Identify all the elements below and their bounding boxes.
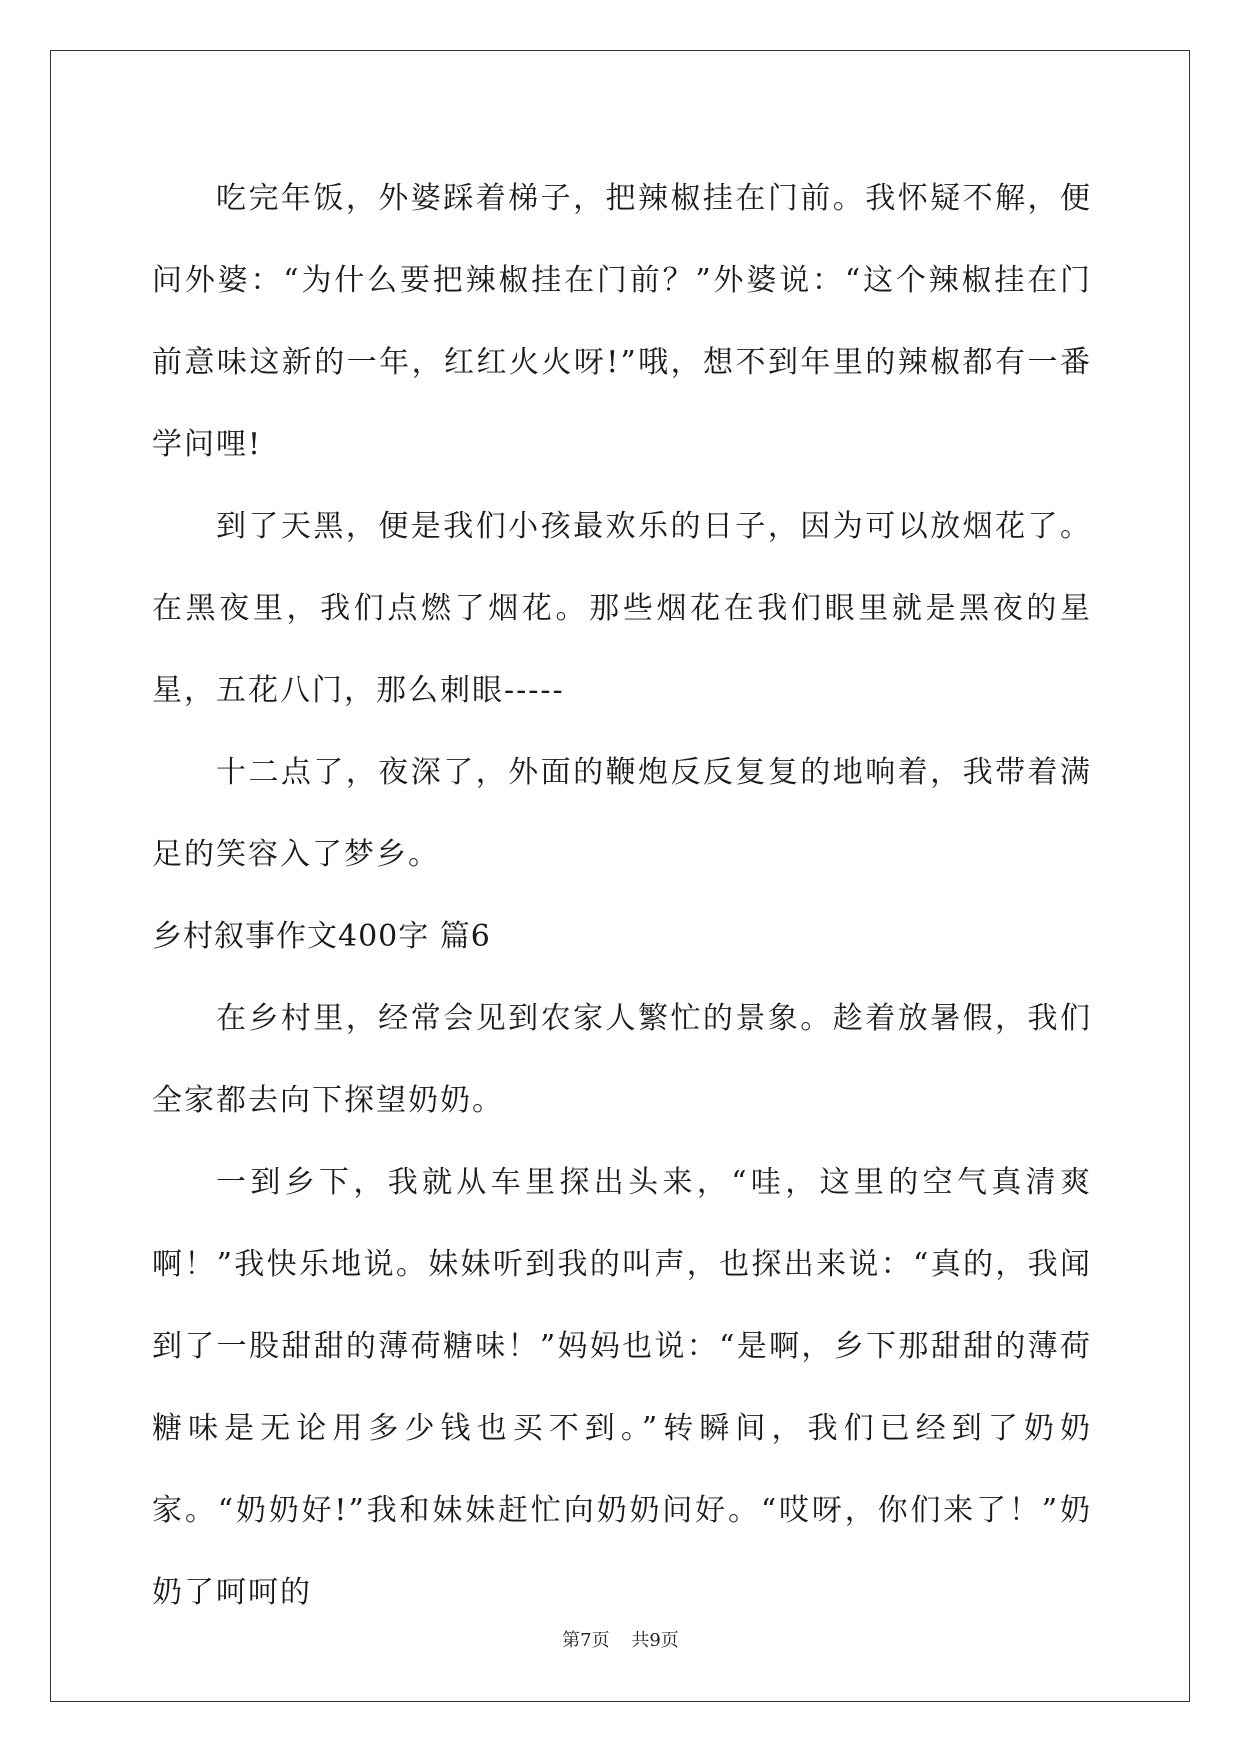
document-body bbox=[152, 158, 1092, 1634]
page-number-total: 共9页 bbox=[631, 1630, 679, 1651]
paragraph-fireworks-3: 十二点了，夜深了，外面的鞭炮反反复复的地响着，我带着满足的笑容入了梦乡。 bbox=[152, 755, 1092, 872]
page-footer bbox=[0, 1626, 1241, 1652]
paragraph-fireworks-1: 吃完年饭，外婆踩着梯子，把辣椒挂在门前。我怀疑不解，便问外婆：“为什么要把辣椒挂在门前？”外婆说：“这个辣椒挂在门前意味这新的一年，红红火火呀!”哦，想不到年里的辣椒都有一番学问哩! bbox=[152, 181, 1092, 462]
page-number-current: 第7页 bbox=[562, 1630, 610, 1651]
paragraph-fireworks-2: 到了天黑，便是我们小孩最欢乐的日子，因为可以放烟花了。在黑夜里，我们点燃了烟花。那些烟花在我们眼里就是黑夜的星星，五花八门，那么刺眼----- bbox=[152, 509, 1092, 708]
paragraph-village-2: 一到乡下，我就从车里探出头来，“哇，这里的空气真清爽啊！”我快乐地说。妹妹听到我的叫声，也探出来说：“真的，我闻到了一股甜甜的薄荷糖味！”妈妈也说：“是啊，乡下那甜甜的薄荷糖味是无论用多少钱也买不到。”转瞬间，我们已经到了奶奶家。“奶奶好!”我和妹妹赶忙向奶奶问好。“哎呀，你们来了！”奶奶了呵呵的 bbox=[152, 1165, 1092, 1610]
section-heading: 乡村叙事作文400字 篇6 bbox=[152, 919, 491, 954]
paragraph-village-1: 在乡村里，经常会见到农家人繁忙的景象。趁着放暑假，我们全家都去向下探望奶奶。 bbox=[152, 1001, 1092, 1118]
